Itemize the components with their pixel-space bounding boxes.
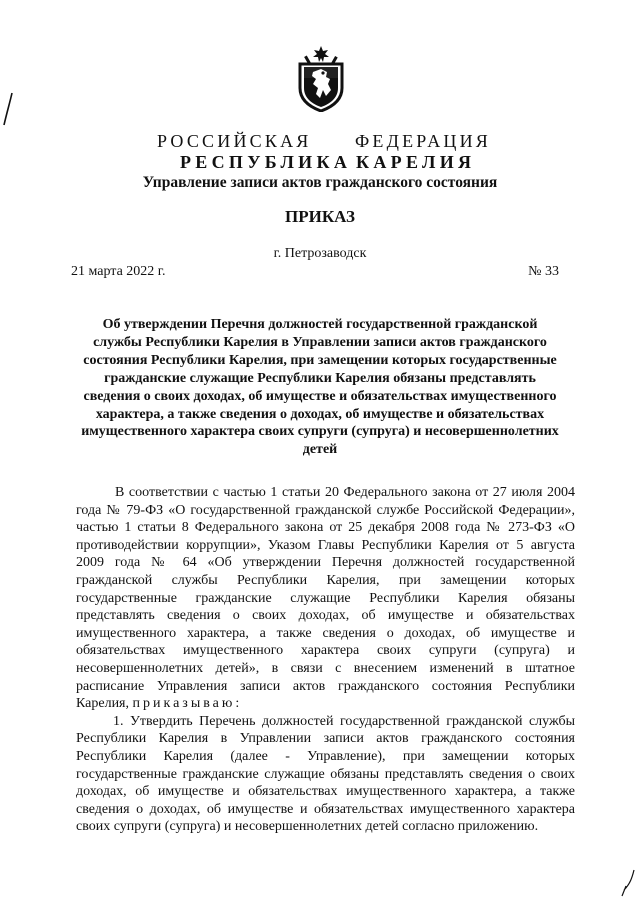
issue-city: г. Петрозаводск (273, 246, 367, 261)
republic-word-1: РЕСПУБЛИКА (180, 152, 352, 172)
country-header (0, 130, 640, 152)
karelia-coat-of-arms-icon (296, 46, 346, 112)
republic-word-2: КАРЕЛИЯ (356, 152, 476, 172)
country-word-1: РОССИЙСКАЯ (157, 131, 312, 151)
item-1-paragraph: 1. Утвердить Перечень должностей государственной гражданской службы Республики Карелия в Управлении записи актов гражданского состояния Республики Карелия (далее - Управление), при замещении которых государственные гражданские служащие обязаны представлять сведения о своих доходах, об имуществе и обязательствах имущественного характера, а также сведения о доходах, об имуществе и обязательствах имущественного характера своих супруги (супруга) и несовершеннолетних детей согласно приложению. (76, 713, 575, 835)
order-number: № 33 (528, 264, 559, 279)
order-date: 21 марта 2022 г. (71, 264, 166, 279)
decree-word: приказываю: (132, 696, 243, 712)
preamble-text: В соответствии с частью 1 статьи 20 Федерального закона от 27 июля 2004 года № 79-ФЗ «О государственной гражданской службе Российской Федерации», частью 1 статьи 8 Федерального закона от 25 декабря 2008 года № 273-ФЗ «О противодействии коррупции», Указом Главы Республики Карелия от 5 августа 2009 года № 64 «Об утверждении Перечня должностей государственной гражданской службы Республики Карелия, при замещении которых государственные гражданские служащие Республики Карелия обязаны представлять сведения о своих доходах, об имуществе и обязательствах имущественного характера, а также сведения о доходах, об имуществе и обязательствах имущественного характера своих супруги (супруга) и несовершеннолетних детей», в связи с внесением изменений в штатное расписание Управления записи актов гражданского состояния Республики Карелия, (76, 485, 575, 712)
country-word-2: ФЕДЕРАЦИЯ (355, 131, 492, 151)
margin-pen-mark (618, 868, 638, 898)
republic-header (0, 151, 640, 173)
order-body (76, 484, 575, 836)
preamble-paragraph (76, 484, 575, 713)
document-title: ПРИКАЗ (285, 207, 355, 226)
agency-name: Управление записи актов гражданского состояния (142, 174, 498, 191)
margin-pen-mark (2, 92, 14, 126)
order-subject: Об утверждении Перечня должностей государственной гражданской службы Республики Карелия в Управлении записи актов гражданского состояния Республики Карелия, при замещении которых государственные гражданские служащие Республики Карелия обязаны представлять сведения о своих доходах, об имуществе и обязательствах имущественного характера, а также сведения о доходах, об имуществе и обязательствах имущественного характера своих супруги (супруга) и несовершеннолетних детей (81, 317, 559, 458)
